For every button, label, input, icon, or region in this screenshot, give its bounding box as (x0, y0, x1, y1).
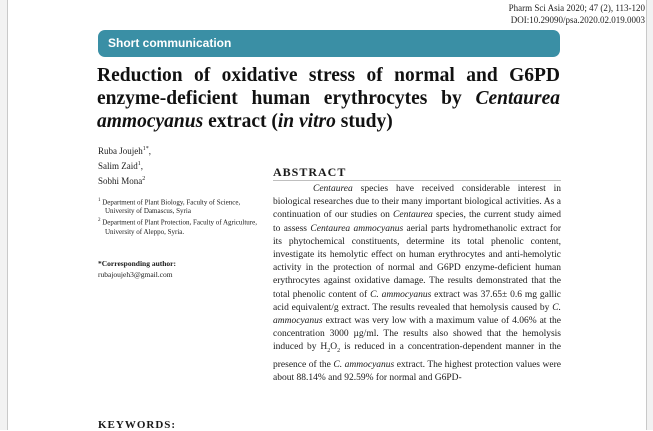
title-text-2: extract ( (203, 111, 278, 132)
author-item: Ruba Joujeh$^{1*}$, (98, 146, 151, 156)
article-type-banner: Short communication (98, 30, 560, 57)
abstract-heading: ABSTRACT (273, 165, 347, 179)
journal-volume-line: Pharm Sci Asia 2020; 47 (2), 113-120 (508, 3, 645, 13)
affiliation-item: $^1$ Department of Plant Biology, Faculty of Science, University of Damascus, Syria (98, 198, 241, 216)
corresponding-label: *Corresponding author: (98, 259, 176, 268)
author-item: Sobhi Mona$^2$ (98, 176, 146, 186)
journal-citation (509, 2, 645, 26)
title-species-italic: Centaurea ammocyanus (97, 88, 560, 132)
abstract-body (273, 183, 561, 385)
affiliation-item: $^2$ Department of Plant Protection, Faculty of Agriculture, University of Aleppo, Syria. (98, 218, 257, 236)
corresponding-author (98, 258, 176, 280)
title-in-vitro-italic: in vitro (277, 111, 336, 132)
keywords-heading: KEYWORDS: (98, 419, 177, 431)
title-text-1: Reduction of oxidative stress of normal and G6PD enzyme-deficient human erythrocytes by (97, 65, 560, 109)
viewer-right-border (646, 0, 653, 430)
author-list (98, 143, 151, 188)
affiliations (98, 196, 258, 237)
journal-doi-line: DOI:10.29090/psa.2020.02.019.0003 (510, 15, 645, 25)
author-item: Salim Zaid$^1$, (98, 161, 143, 171)
abstract-paragraph: Centaurea species have received considerable interest in biological researches due to their many important biological activities. As a continuation of our studies on Centaurea species, the current study aimed to assess Centaurea ammocyanus aerial parts hydromethanolic extract for its phytochemical constituents, determine its total phenolic content, investigate its hemolytic effect on human erythrocytes and anti-hemolytic activity in the protection of normal and G6PD enzyme-deficient human erythrocytes against oxidative damage. The results demonstrated that the total phenolic content of C. ammocyanus extract was 37.65± 0.6 mg gallic acid equivalent/g extract. The results revealed that hemolysis caused by C. ammocyanus extract was very low with a maximum value of 4.06% at the concentration 3000 µg/ml. The results also showed that the hemolysis induced by $H_2O_2$ is reduced in a concentration-dependent manner in the presence of the C. ammocyanus extract. The highest protection values were about 88.14% and 92.59% for normal and G6PD- (273, 184, 561, 383)
corresponding-email[interactable]: rubajoujeh3@gmail.com (98, 270, 173, 279)
viewer-left-border (0, 0, 8, 430)
abstract-divider (273, 180, 561, 181)
paper-title (97, 64, 560, 133)
title-text-3: study) (335, 111, 393, 132)
